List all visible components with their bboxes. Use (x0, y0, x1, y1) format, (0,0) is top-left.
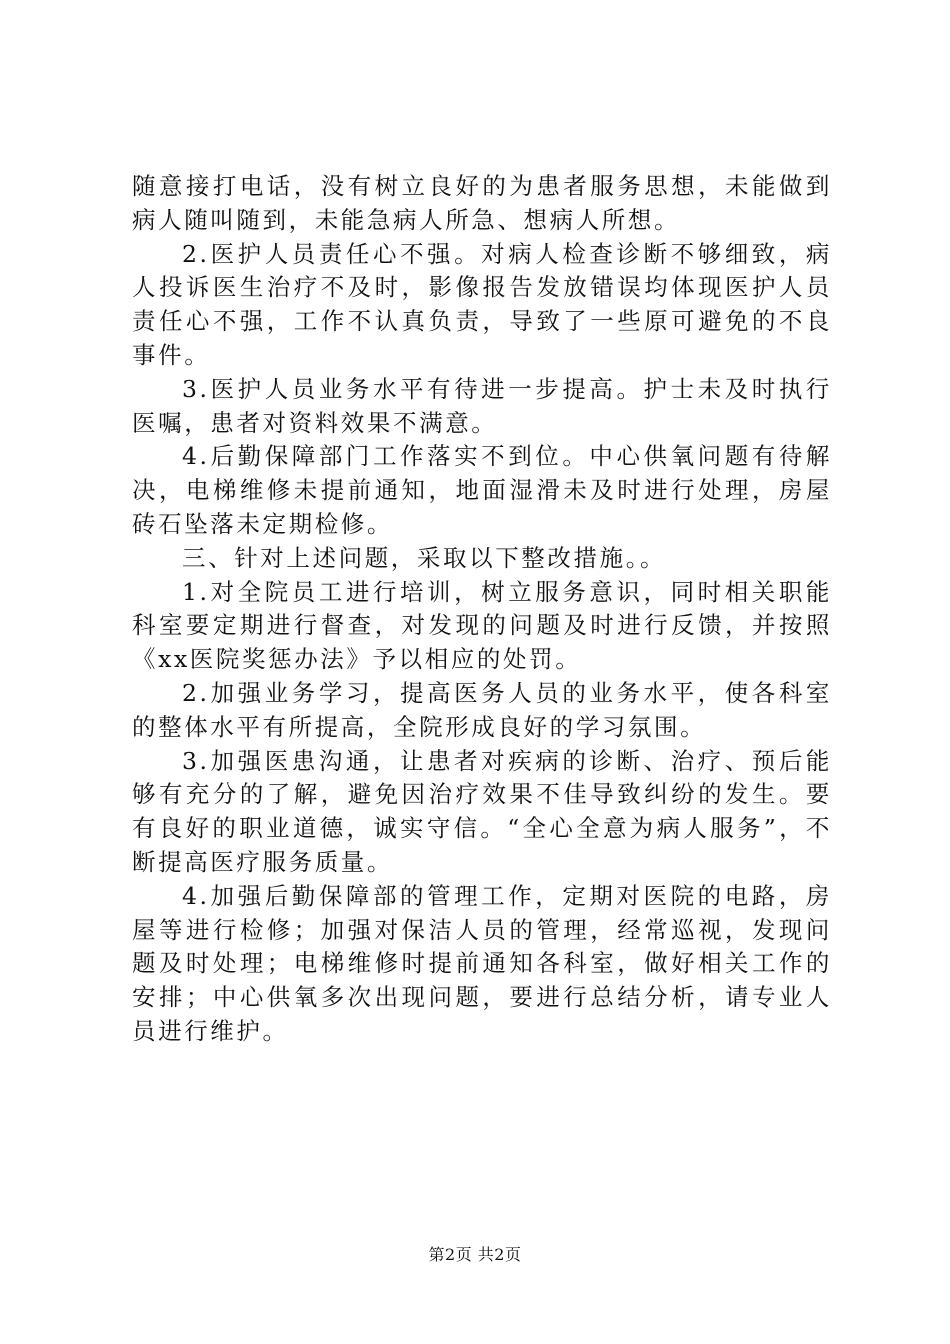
page-footer: 第2页 共2页 (428, 1245, 522, 1264)
paragraph-issue-3: 3.医护人员业务水平有待进一步提高。护士未及时执行医嘱，患者对资料效果不满意。 (132, 374, 832, 437)
paragraph-issue-4: 4.后勤保障部门工作落实不到位。中心供氧问题有待解决，电梯维修未提前通知，地面湿滑未及时进行处理，房屋砖石坠落未定期检修。 (132, 442, 832, 538)
paragraph-measure-4: 4.加强后勤保障部的管理工作，定期对医院的电路，房屋等进行检修；加强对保洁人员的管理，经常巡视，发现问题及时处理；电梯维修时提前通知各科室，做好相关工作的安排；中心供氧多次出现问题，要进行总结分析，请专业人员进行维护。 (132, 881, 832, 1045)
paragraph-measure-2: 2.加强业务学习，提高医务人员的业务水平，使各科室的整体水平有所提高，全院形成良好的学习氛围。 (132, 678, 832, 741)
paragraph-issue-2: 2.医护人员责任心不强。对病人检查诊断不够细致，病人投诉医生治疗不及时，影像报告发放错误均体现医护人员责任心不强，工作不认真负责，导致了一些原可避免的不良事件。 (132, 239, 832, 369)
paragraph-measure-3: 3.加强医患沟通，让患者对疾病的诊断、治疗、预后能够有充分的了解，避免因治疗效果不佳导致纠纷的发生。要有良好的职业道德，诚实守信。“全心全意为病人服务”，不断提高医疗服务质量。 (132, 746, 832, 876)
paragraph-continued: 随意接打电话，没有树立良好的为患者服务思想，未能做到病人随叫随到，未能急病人所急、想病人所想。 (132, 172, 832, 234)
paragraph-measure-1: 1.对全院员工进行培训，树立服务意识，同时相关职能科室要定期进行督查，对发现的问题及时进行反馈，并按照《xx医院奖惩办法》予以相应的处罚。 (132, 577, 832, 674)
document-body (132, 170, 832, 1049)
section-heading-measures: 三、针对上述问题，采取以下整改措施。。 (182, 543, 667, 572)
